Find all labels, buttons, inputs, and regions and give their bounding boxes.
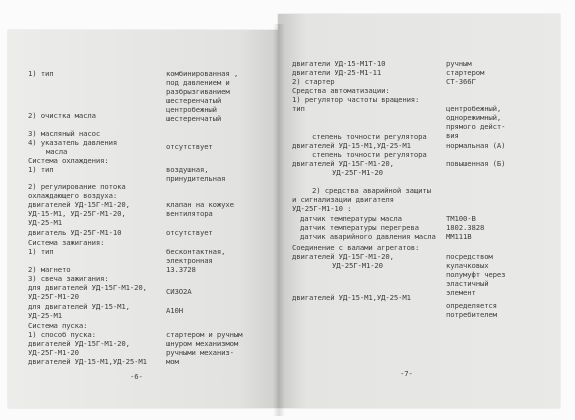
- text-line: Соединение с валами агрегатов:: [292, 243, 420, 252]
- text-line: двигателей УД-15Г-М1-20,: [292, 252, 394, 261]
- text-line: прямого дейст-: [446, 122, 506, 131]
- text-line: двигатели УД-25-М1-11: [292, 68, 382, 77]
- page-number: -7-: [400, 369, 413, 378]
- text-line: 3) масляный насос: [28, 129, 101, 138]
- text-line: масла: [46, 147, 68, 156]
- text-line: 2) стартер: [292, 77, 335, 86]
- text-line: ТМ100-В: [446, 214, 476, 223]
- text-line: УД-15-М1, УД-25Г-М1-20,: [28, 209, 126, 218]
- text-line: УД-25Г-М1-20: [28, 292, 79, 301]
- text-line: ручными механиз-: [166, 348, 234, 357]
- text-line: Система зажигания:: [28, 238, 105, 247]
- text-line: шестеренчатый: [166, 96, 222, 105]
- book-gutter: [273, 24, 285, 416]
- text-line: 1) тип: [28, 247, 54, 256]
- text-line: УД-25-М1: [28, 311, 62, 320]
- text-line: двигателей УД-15Г-М1-20,: [28, 339, 130, 348]
- text-line: 2) средства аварийной защиты: [312, 186, 431, 195]
- text-line: полумуфт через: [446, 270, 506, 279]
- text-line: 1) способ пуска:: [28, 330, 96, 339]
- text-line: разбрызгиванием: [166, 87, 230, 96]
- text-line: УД-25Г-М1-10 :: [292, 204, 352, 213]
- text-line: мом: [166, 357, 179, 366]
- text-line: охлаждающего воздуха:: [28, 191, 118, 200]
- text-line: принудительная: [166, 174, 226, 183]
- text-line: двигателей УД-15Г-М1-20,: [28, 200, 130, 209]
- text-line: шнуром механизмом: [166, 339, 239, 348]
- text-line: УД-25Г-М1-20: [332, 168, 383, 177]
- text-line: степень точности регулятора: [312, 150, 427, 159]
- text-line: эластичный: [446, 279, 489, 288]
- text-line: вентилятора: [166, 209, 213, 218]
- text-line: датчик температуры перегрева: [300, 223, 419, 232]
- text-line: А10Н: [166, 306, 183, 315]
- text-line: под давлением и: [166, 78, 230, 87]
- text-line: клапан на кожухе: [166, 200, 234, 209]
- text-line: СТ-366Г: [446, 77, 476, 86]
- text-line: потребителем: [446, 310, 497, 319]
- text-line: двигатели УД-15-М1Т-10: [292, 59, 386, 68]
- left-page: [8, 30, 278, 408]
- text-line: УД-25-М1: [28, 218, 62, 227]
- text-line: СИЗО2А: [166, 287, 192, 296]
- text-line: двигателей УД-15Г-М1-20,: [292, 159, 394, 168]
- text-line: двигателей УД-15-М1,УД-25-М1: [292, 141, 411, 150]
- text-line: определяется: [446, 301, 497, 310]
- text-line: электронная: [166, 256, 213, 265]
- text-line: ручным: [446, 59, 472, 68]
- text-line: ММ111В: [446, 232, 472, 241]
- text-line: тип: [292, 104, 305, 113]
- text-line: двигатель УД-25Г-М1-10: [28, 228, 122, 237]
- text-line: 1) тип: [28, 165, 54, 174]
- text-line: двигателей УД-15-М1,УД-25-М1: [28, 357, 147, 366]
- text-line: 2) регулирование потока: [28, 182, 126, 191]
- text-line: центробежный,: [446, 104, 502, 113]
- text-line: 1) регулятор частоты вращения:: [292, 95, 420, 104]
- text-line: датчик аварийного давления масла: [300, 232, 436, 241]
- page-number: -6-: [130, 372, 143, 381]
- text-line: воздушная,: [166, 165, 209, 174]
- text-line: стартером и ручным: [166, 330, 243, 339]
- text-line: комбинированная ,: [166, 69, 239, 78]
- text-line: для двигателей УД-15-М1,: [28, 302, 130, 311]
- text-line: нормальная (А): [446, 141, 506, 150]
- text-line: 13.3728: [166, 265, 196, 274]
- text-line: для двигателей УД-15Г-М1-20,: [28, 283, 147, 292]
- text-line: двигателей УД-15-М1,УД-25-М1: [292, 293, 411, 302]
- text-line: Средства автоматизации:: [292, 86, 390, 95]
- right-page: [278, 14, 560, 408]
- text-line: Система пуска:: [28, 321, 88, 330]
- text-line: однорежимный,: [446, 113, 502, 122]
- text-line: элемент: [446, 288, 476, 297]
- text-line: бесконтактная,: [166, 247, 226, 256]
- text-line: 2) очистка масла: [28, 111, 96, 120]
- text-line: повышенная (Б): [446, 159, 506, 168]
- text-line: Система охлаждения:: [28, 156, 109, 165]
- text-line: кулачковых: [446, 261, 489, 270]
- text-line: УД-25Г-М1-20: [332, 261, 383, 270]
- text-line: степень точности регулятора: [312, 132, 427, 141]
- text-line: УД-25Г-М1-20: [28, 348, 79, 357]
- text-line: 3) свеча зажигания:: [28, 274, 109, 283]
- text-line: вия: [446, 131, 459, 140]
- text-line: датчик температуры масла: [300, 214, 402, 223]
- text-line: 4) указатель давления: [28, 138, 118, 147]
- text-line: отсутствует: [166, 228, 213, 237]
- text-line: отсутствует: [166, 142, 213, 151]
- text-line: центробежный: [166, 105, 217, 114]
- text-line: 2) магнето: [28, 265, 71, 274]
- open-booklet: [8, 14, 560, 408]
- text-line: посредством: [446, 252, 493, 261]
- text-line: и сигнализации двигателя: [292, 195, 394, 204]
- text-line: 1) тип: [28, 69, 54, 78]
- text-line: стартером: [446, 68, 485, 77]
- text-line: шестеренчатый: [166, 114, 222, 123]
- text-line: 1802.3828: [446, 223, 485, 232]
